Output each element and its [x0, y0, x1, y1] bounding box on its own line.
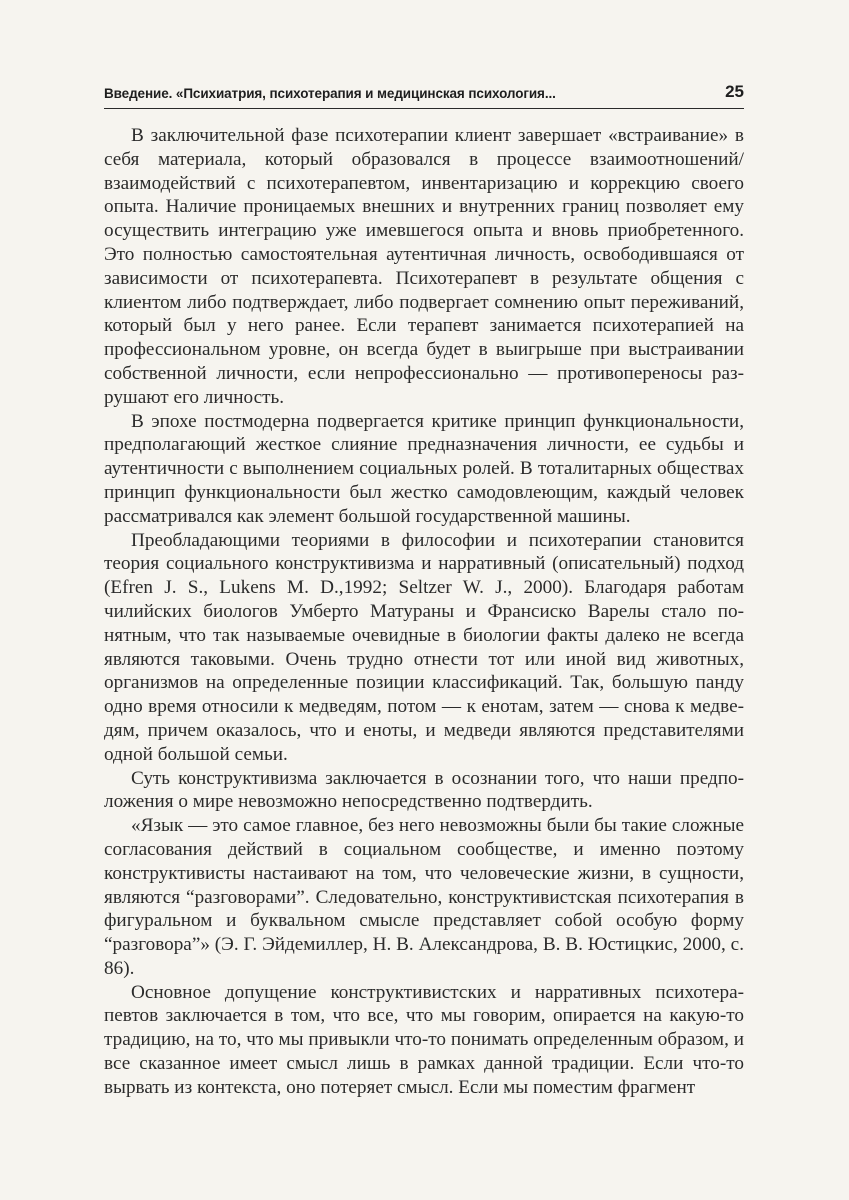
paragraph-6: Основное допущение конструктивистских и нарративных психотерапевтов заключается в том, что все, что мы говорим, опирается на какую-то традицию, на то, что мы привыкли что-то понимать определенным образом, и все сказанное имеет смысл лишь в рамках данной традиции. Если что-то вырвать из контекста, оно потеряет смысл. Если мы поместим фрагмент: [104, 981, 744, 1098]
paragraph-3: Преобладающими теориями в философии и психотерапии становится теория социального конструктивизма и нарративный (описательный) подход (Efren J. S., Lukens M. D.,1992; Seltzer W. J., 2000). Благодаря работам чилийских биологов Умберто Матураны и Франсиско Варелы стало понятным, что так называемые очевидные в биологии факты далеко не всегда являются таковыми. Очень трудно отнести тот или иной вид животных, организмов на определенные позиции классификаций. Так, большую панду одно время относили к медведям, потом — к енотам, затем — снова к медведям, причем оказалось, что и еноты, и медведи являются представителями одной большой семьи.: [104, 529, 744, 765]
body-text: [104, 124, 744, 1100]
paragraph-4: Суть конструктивизма заключается в осознании того, что наши предположения о мире невозможно непосредственно подтвердить.: [104, 767, 744, 813]
paragraph-5: «Язык — это самое главное, без него невозможны были бы такие сложные согласования действий в социальном сообществе, и именно поэтому конструктивисты настаивают на том, что человеческие жизни, в сущности, являются “разговорами”. Следовательно, конструктивистская психотерапия в фигуральном и буквальном смысле представляет собой особую форму “разговора”» (Э. Г. Эйдемиллер, Н. В. Александрова, В. В. Юстицкис, 2000, с. 86).: [104, 815, 744, 979]
paragraph-2: В эпохе постмодерна подвергается критике принцип функциональности, предполагающий жесткое слияние предназначения личности, ее судьбы и аутентичности с выполнением социальных ролей. В тоталитарных обществах принцип функциональности был жестко самодовлеющим, каждый человек рассматривался как элемент большой государственной машины.: [104, 410, 744, 527]
page-number: 25: [725, 82, 744, 101]
paragraph-1: В заключительной фазе психотерапии клиент завершает «встраивание» в себя материала, который образовался в процессе взаимоотношений/взаимодействий с психотерапевтом, инвентаризацию и коррекцию своего опыта. Наличие проницаемых внешних и внутренних границ позволяет ему осуществить интеграцию уже имевшегося опыта и вновь приобретенного. Это полностью самостоятельная аутентичная личность, освободившаяся от зависимости от психотерапевта. Психотерапевт в результате общения с клиентом либо подтверждает, либо подвергает сомнению опыт переживаний, который был у него ранее. Если терапевт занимается психотерапией на профессиональном уровне, он всегда будет в выигрыше при выстраивании собственной личности, если непрофессионально — противопереносы разрушают его личность.: [104, 125, 744, 408]
running-head: Введение. «Психиатрия, психотерапия и медицинская психология...: [104, 86, 556, 101]
page-header: [104, 82, 744, 109]
